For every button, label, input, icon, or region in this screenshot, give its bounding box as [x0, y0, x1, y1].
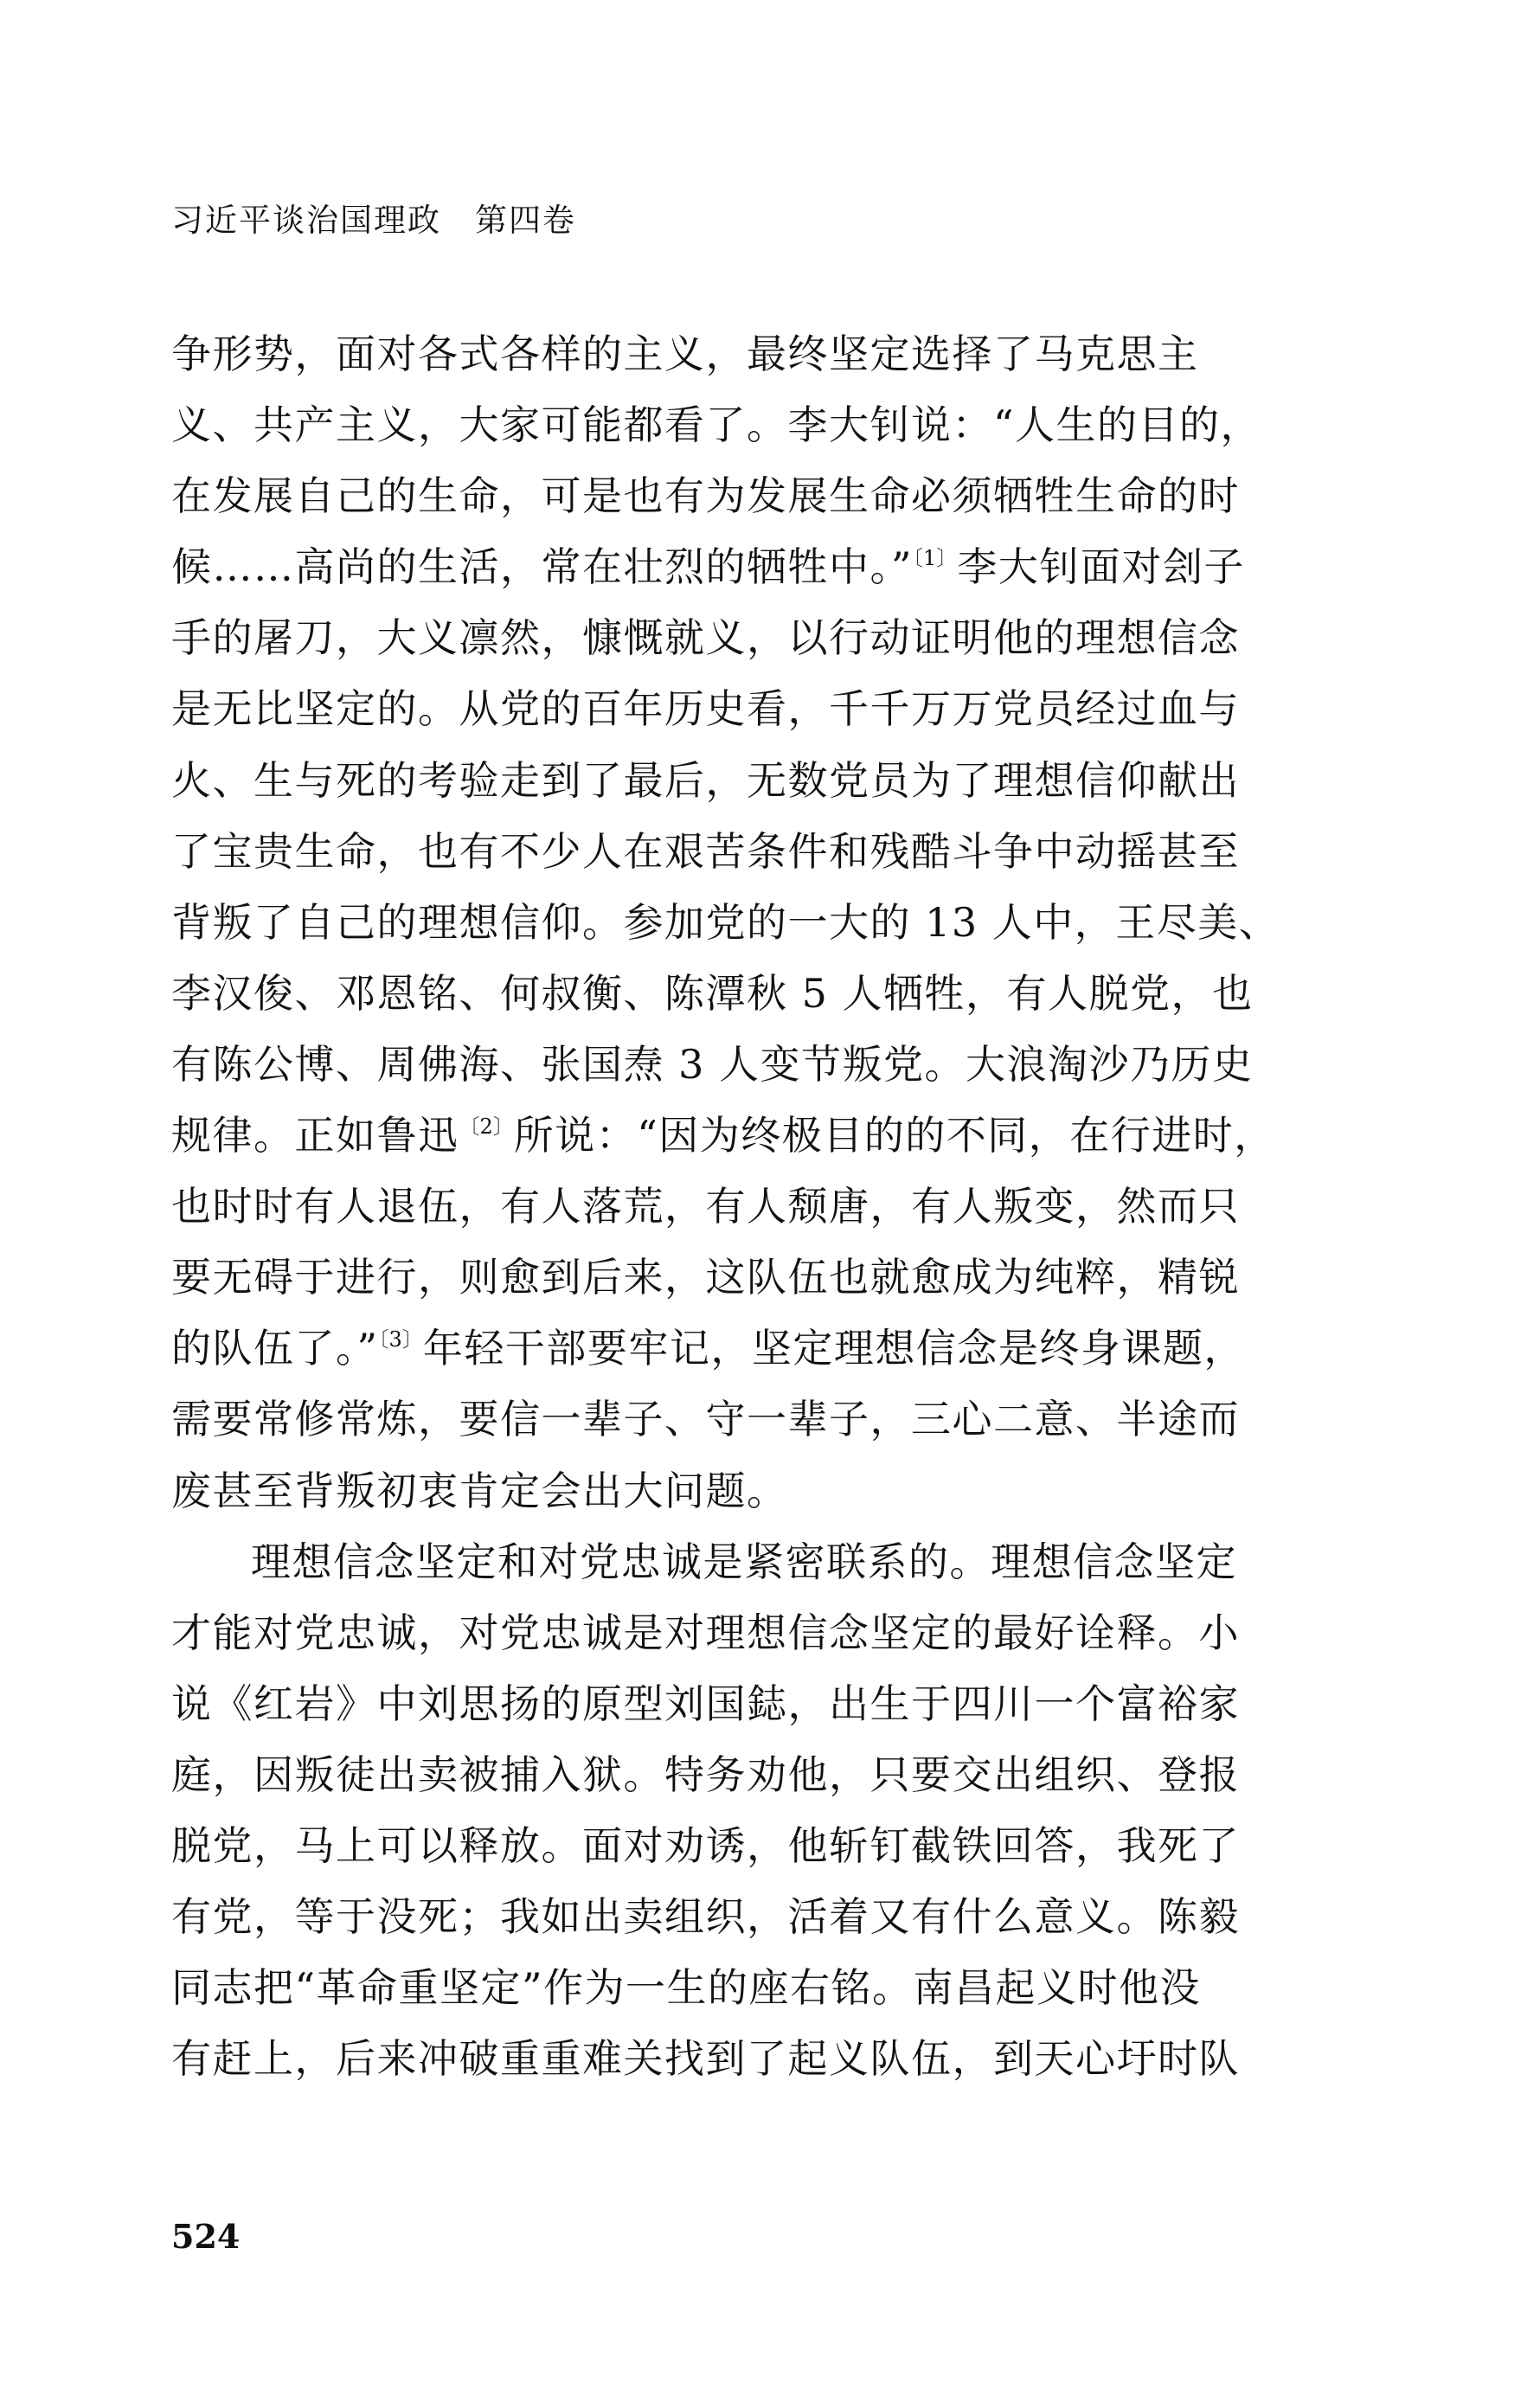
line-text: 也时时有人退伍，有人落荒，有人颓唐，有人叛变，然而只 — [171, 1183, 1240, 1230]
line-text: 候……高尚的生活，常在壮烈的牺牲中。” — [171, 543, 914, 591]
line-text: 废甚至背叛初衷肯定会出大问题。 — [171, 1467, 788, 1514]
line-text: 有党，等于没死；我如出卖组织，活着又有什么意义。陈毅 — [171, 1893, 1240, 1941]
line-text: 说《红岩》中刘思扬的原型刘国鋕，出生于四川一个富裕家 — [171, 1680, 1240, 1727]
line-text: 手的屠刀，大义凛然，慷慨就义，以行动证明他的理想信念 — [171, 614, 1240, 662]
text-line — [171, 1597, 1365, 1668]
line-text: 需要常修常炼，要信一辈子、守一辈子，三心二意、半途而 — [171, 1396, 1240, 1443]
line-text: 理想信念坚定和对党忠诚是紧密联系的。理想信念坚定 — [251, 1538, 1237, 1585]
page-number: 524 — [171, 2217, 241, 2256]
line-text: 脱党，马上可以释放。面对劝诱，他斩钉截铁回答，我死了 — [171, 1821, 1240, 1869]
line-text: 是无比坚定的。从党的百年历史看，千千万万党员经过血与 — [171, 685, 1240, 733]
line-text: 的队伍了。” — [171, 1325, 379, 1372]
line-text-continued: 李大钊面对刽子 — [957, 543, 1245, 591]
text-line — [171, 389, 1365, 460]
text-line — [171, 1455, 1365, 1526]
line-text: 才能对党忠诚，对党忠诚是对理想信念坚定的最好诠释。小 — [171, 1609, 1240, 1656]
line-text-continued: 所说：“因为终极目的的不同，在行进时， — [513, 1112, 1275, 1159]
line-text: 义、共产主义，大家可能都看了。李大钊说：“人生的目的， — [171, 401, 1262, 449]
text-line — [171, 958, 1365, 1029]
text-line — [171, 1739, 1365, 1810]
text-line — [171, 1526, 1365, 1597]
line-text: 背叛了自己的理想信仰。参加党的一大的 13 人中，王尽美、 — [171, 898, 1280, 946]
text-line — [171, 1242, 1365, 1313]
text-line — [171, 460, 1365, 531]
text-line — [171, 1313, 1365, 1384]
text-line — [171, 816, 1365, 887]
line-text: 要无碍于进行，则愈到后来，这队伍也就愈成为纯粹，精锐 — [171, 1254, 1240, 1301]
text-line — [171, 1810, 1365, 1881]
text-line — [171, 1029, 1365, 1100]
text-line — [171, 1384, 1365, 1455]
line-text: 了宝贵生命，也有不少人在艰苦条件和残酷斗争中动摇甚至 — [171, 827, 1240, 875]
text-line — [171, 318, 1365, 389]
line-text: 李汉俊、邓恩铭、何叔衡、陈潭秋 5 人牺牲，有人脱党，也 — [171, 969, 1254, 1017]
text-line — [171, 1668, 1365, 1739]
line-text: 在发展自己的生命，可是也有为发展生命必须牺牲生命的时 — [171, 472, 1240, 520]
text-line — [171, 602, 1365, 673]
body-text — [171, 318, 1365, 2094]
text-line — [171, 745, 1365, 816]
running-head: 习近平谈治国理政 第四卷 — [171, 202, 576, 239]
line-text: 庭，因叛徒出卖被捕入狱。特务劝他，只要交出组织、登报 — [171, 1750, 1240, 1798]
text-line — [171, 1100, 1365, 1171]
line-text: 有赶上，后来冲破重重难关找到了起义队伍，到天心圩时队 — [171, 2035, 1240, 2083]
line-text: 争形势，面对各式各样的主义，最终坚定选择了马克思主 — [171, 331, 1199, 377]
line-text: 火、生与死的考验走到了最后，无数党员为了理想信仰献出 — [171, 756, 1240, 804]
text-line — [171, 673, 1365, 744]
line-text-continued: 年轻干部要牢记，坚定理想信念是终身课题， — [422, 1325, 1245, 1372]
footnote-marker: 〔2〕 — [459, 1114, 514, 1140]
text-line — [171, 1171, 1365, 1242]
text-line — [171, 531, 1365, 602]
line-text: 同志把“革命重坚定”作为一生的座右铭。南昌起义时他没 — [171, 1964, 1202, 2012]
footnote-marker: 〔1〕 — [913, 546, 958, 571]
footnote-marker: 〔3〕 — [378, 1327, 423, 1352]
line-text: 规律。正如鲁迅 — [171, 1112, 459, 1159]
line-text: 有陈公博、周佛海、张国焘 3 人变节叛党。大浪淘沙乃历史 — [171, 1040, 1254, 1088]
text-line — [171, 887, 1365, 958]
text-line — [171, 1952, 1365, 2023]
text-line — [171, 1881, 1365, 1952]
text-line — [171, 2023, 1365, 2094]
